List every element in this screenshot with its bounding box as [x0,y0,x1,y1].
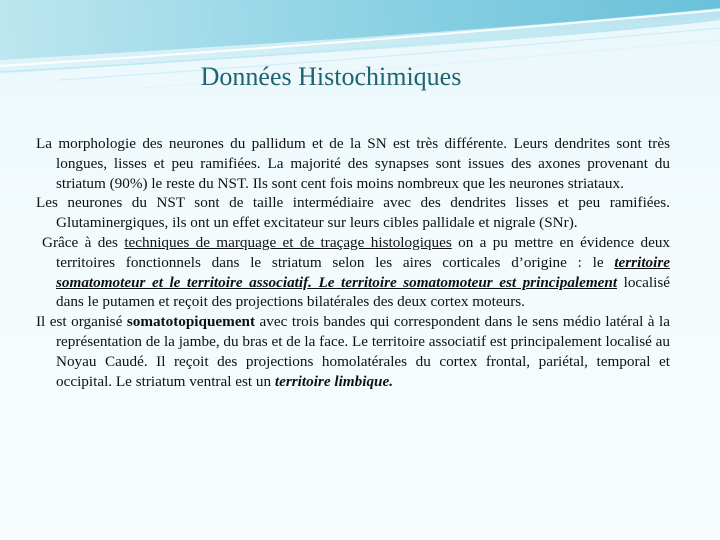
paragraph-2-text: Les neurones du NST sont de taille intermédiaire avec des dendrites lisses et peu ramifiées. Glutaminergiques, ils ont un effet excitateur sur leurs cibles pallidale et nigrale (SNr). [36,194,670,232]
paragraph-1 [36,134,670,193]
paragraph-3-lead: Grâce à des [42,233,125,251]
slide-body [36,134,670,391]
paragraph-3-mid: on a pu mettre en évidence deux territoires fonctionnels dans le striatum selon les aires corticales d’origine : le [56,233,671,271]
paragraph-4-mid: avec trois bandes qui correspondent dans le sens médio latéral à la représentation de la jambe, du bras et de la face. Le territoire associatif est principalement localisé au Noyau Caudé. Il reçoit des projections homolatérales du cortex frontal, pariétal, temporal et occipital. Le striatum ventral est un [56,313,670,390]
slide-title: Données Histochimiques [200,62,462,91]
paragraph-4-bold: somatotopiquement [126,313,256,331]
paragraph-4 [36,312,670,391]
paragraph-1-text: La morphologie des neurones du pallidum et de la SN est très différente. Leurs dendrites sont très longues, lisses et peu ramifiées. La majorité des synapses sont issues des axones provenant du striatum (90%) le reste du NST. Ils sont cent fois moins nombreux que les neurones striataux. [36,135,670,192]
paragraph-3-tail: localisé dans le putamen et reçoit des projections bilatérales des deux cortex moteurs. [56,273,670,311]
paragraph-4-lead: Il est organisé [36,313,127,331]
paragraph-2 [36,193,670,233]
paragraph-4-bold-end: territoire limbique. [274,372,394,390]
paragraph-3-underlined: techniques de marquage et de traçage histologiques [124,233,452,251]
paragraph-3-bold-territories: territoire somatomoteur et le territoire associatif. Le territoire somatomoteur est principalement [56,253,670,291]
paragraph-3 [36,233,670,312]
